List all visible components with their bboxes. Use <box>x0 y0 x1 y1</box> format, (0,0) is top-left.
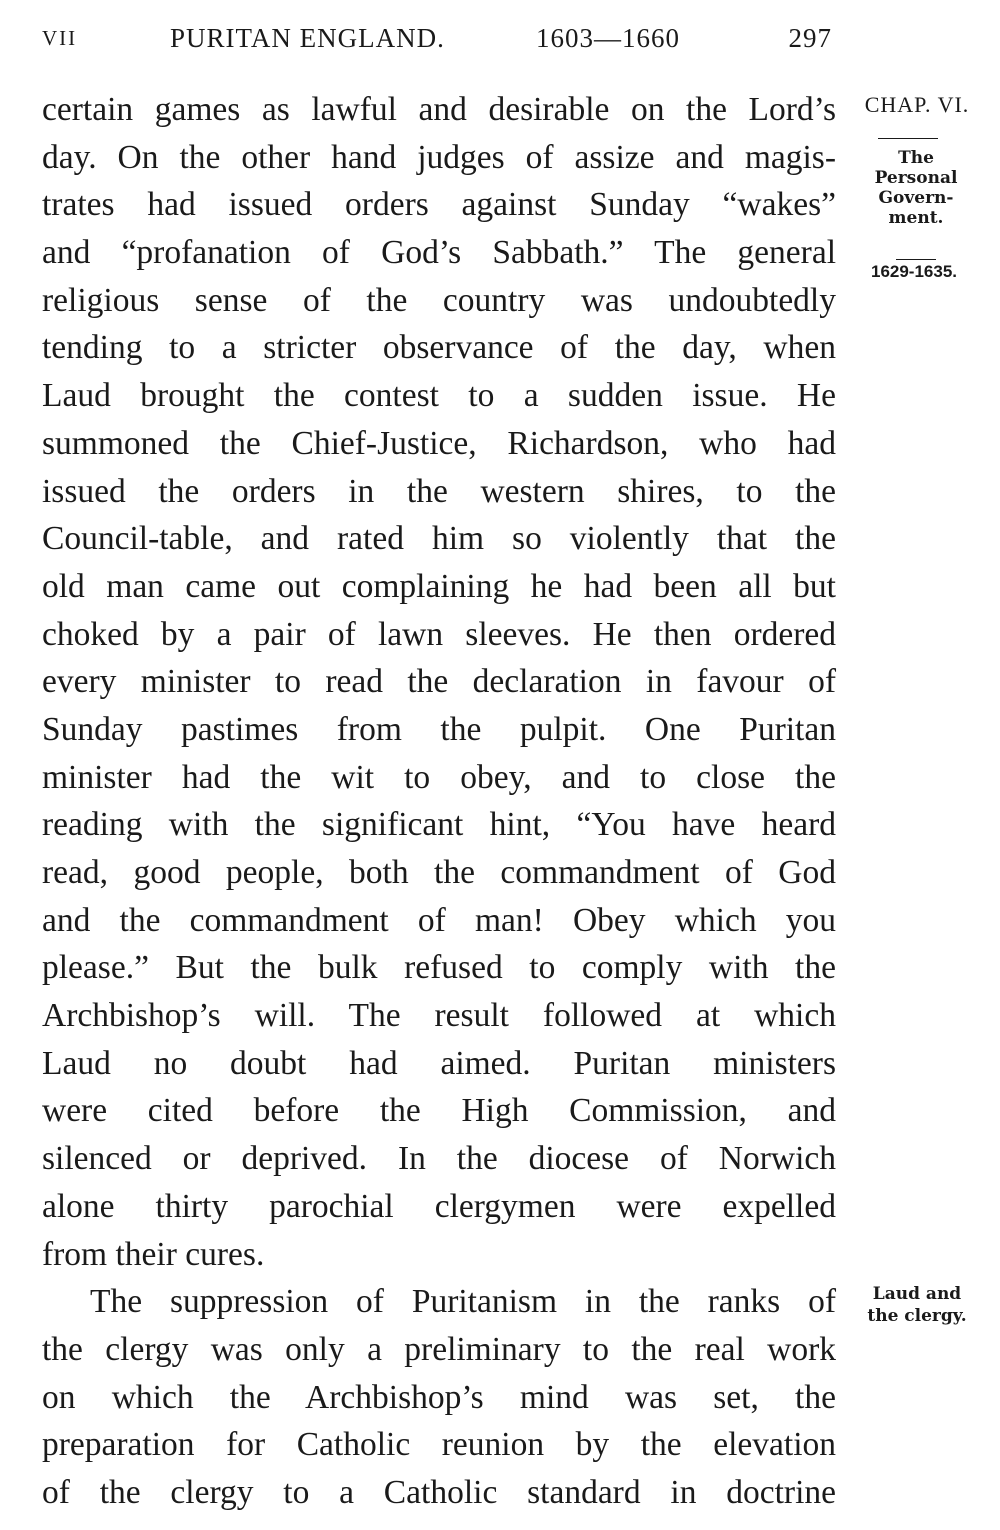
text-line: religious sense of the country was undoubtedly <box>42 281 836 319</box>
text-line: The suppression of Puritanism in the ranks of <box>90 1283 836 1321</box>
paragraph-1 <box>42 86 836 1278</box>
text-line: tending to a stricter observance of the day, when <box>42 329 836 367</box>
text-line: the clergy was only a preliminary to the real work <box>42 1330 836 1368</box>
text-line: issued the orders in the western shires, to the <box>42 472 836 510</box>
margin-note-laud <box>852 1283 982 1327</box>
margin-note-line: Laud and <box>872 1284 962 1304</box>
chapter-marker: CHAP. VI. <box>864 92 970 117</box>
margin-rule <box>896 259 936 260</box>
margin-note-years: 1629-1635. <box>870 262 958 281</box>
text-line: please.” But the bulk refused to comply with the <box>42 949 836 987</box>
text-line: were cited before the High Commission, and <box>42 1092 836 1130</box>
margin-note-line: Personal <box>874 168 958 188</box>
text-line: alone thirty parochial clergymen were expelled <box>42 1187 836 1225</box>
text-line: minister had the wit to obey, and to close the <box>42 758 836 796</box>
page-number: 297 <box>788 23 832 53</box>
margin-note-line: ment. <box>888 208 944 228</box>
margin-note-line: Govern- <box>878 188 954 208</box>
text-line: Sunday pastimes from the pulpit. One Puritan <box>42 710 836 748</box>
period-dates: 1603—1660 <box>536 23 680 53</box>
text-line: summoned the Chief-Justice, Richardson, who had <box>42 424 836 462</box>
text-line: read, good people, both the commandment of God <box>42 854 836 891</box>
text-line: preparation for Catholic reunion by the elevation <box>42 1426 836 1464</box>
text-line: silenced or deprived. In the diocese of Norwich <box>42 1140 836 1178</box>
text-line: of the clergy to a Catholic standard in doctrine <box>42 1473 836 1511</box>
margin-rule <box>878 138 938 139</box>
text-line: Laud no doubt had aimed. Puritan ministers <box>42 1044 836 1082</box>
running-head <box>42 20 832 56</box>
margin-note-topic <box>856 148 976 228</box>
text-line: Council-table, and rated him so violently that the <box>42 520 836 558</box>
book-title: PURITAN ENGLAND. <box>170 23 445 53</box>
text-line: trates had issued orders against Sunday “wakes” <box>42 186 836 224</box>
text-line: every minister to read the declaration in favour of <box>42 663 836 701</box>
text-line: and the commandment of man! Obey which you <box>42 901 836 939</box>
text-line: Laud brought the contest to a sudden issue. He <box>42 377 836 415</box>
paragraph-2 <box>42 1278 836 1516</box>
text-line: old man came out complaining he had been all but <box>42 567 836 605</box>
text-line: day. On the other hand judges of assize and magis- <box>42 138 836 176</box>
text-line: certain games as lawful and desirable on the Lord’s <box>42 91 836 128</box>
text-line: from their cures. <box>42 1235 265 1273</box>
body-text <box>42 86 836 1517</box>
text-line: and “profanation of God’s Sabbath.” The general <box>42 234 836 272</box>
text-line: reading with the significant hint, “You have heard <box>42 806 836 844</box>
volume-number: VII <box>42 26 78 50</box>
text-line: on which the Archbishop’s mind was set, the <box>42 1378 836 1416</box>
margin-note-line: The <box>898 148 934 168</box>
margin-note-line: the clergy. <box>867 1306 967 1326</box>
text-line: Archbishop’s will. The result followed at which <box>42 997 836 1035</box>
text-line: choked by a pair of lawn sleeves. He then ordered <box>42 615 836 653</box>
